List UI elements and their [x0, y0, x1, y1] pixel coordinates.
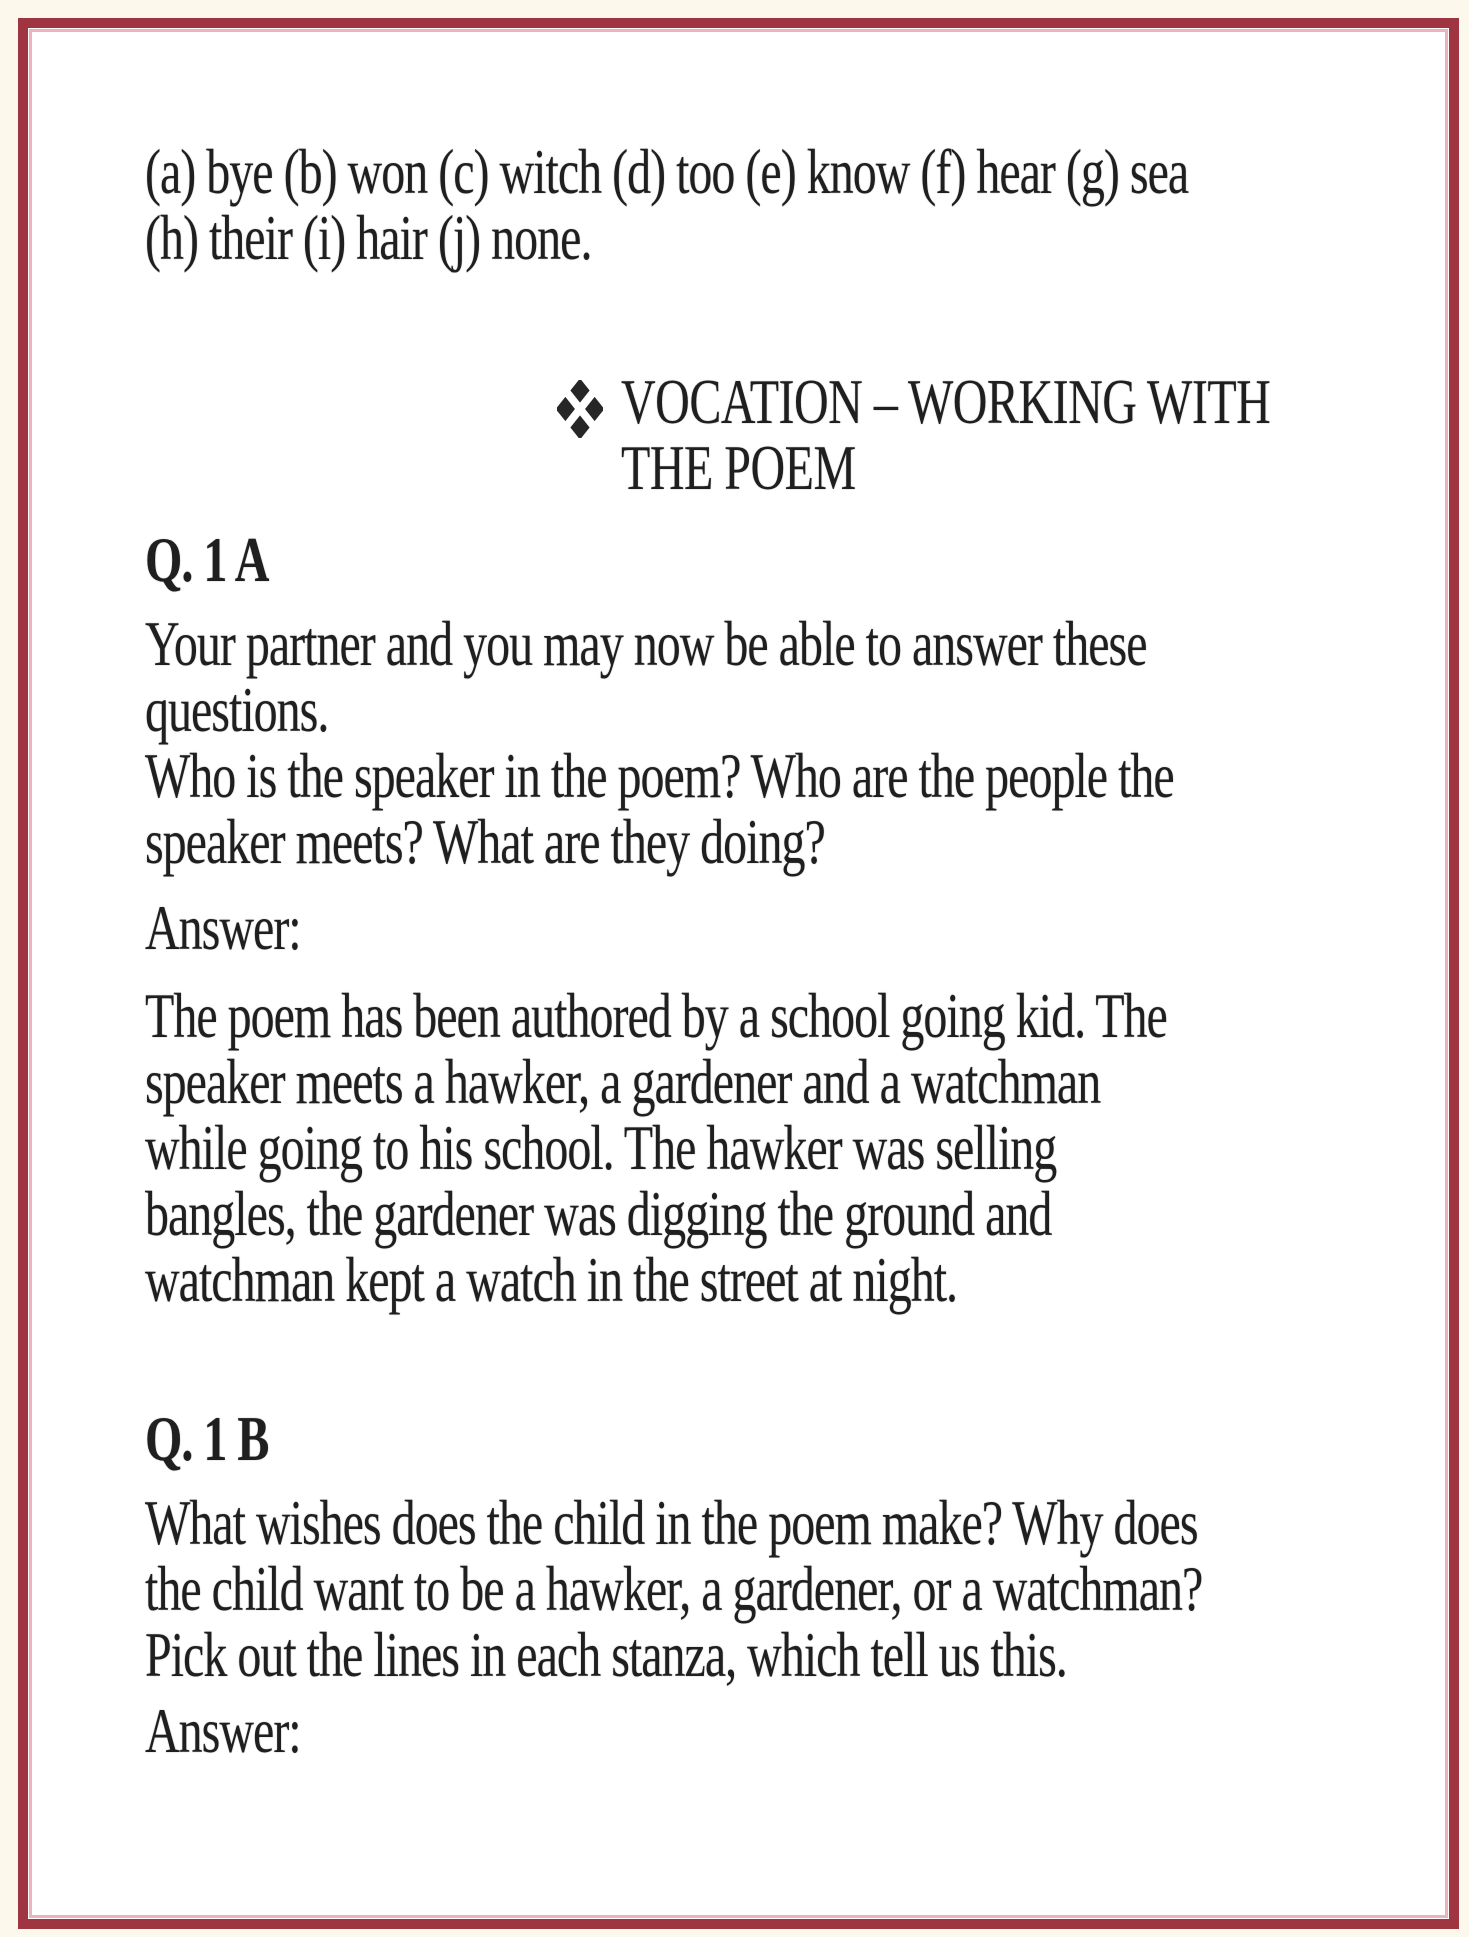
question-text-1b: [145, 1488, 1425, 1691]
text-line: while going to his school. The hawker was selling: [145, 1113, 1057, 1184]
text-line: speaker meets? What are they doing?: [145, 807, 825, 878]
text-line: watchman kept a watch in the street at night.: [145, 1245, 958, 1316]
section-heading-text: [621, 367, 1271, 504]
question-block-1b: [145, 1404, 1425, 1767]
text-line: Pick out the lines in each stanza, which tell us this.: [145, 1620, 1067, 1691]
text-line: Your partner and you may now be able to answer these: [145, 609, 1147, 680]
text-line: The poem has been authored by a school going kid. The: [145, 981, 1167, 1052]
page-border-frame: [18, 18, 1459, 1929]
four-diamond-bullet-icon: [557, 380, 603, 438]
heading-line-1: VOCATION – WORKING WITH: [621, 367, 1271, 438]
text-line: (a) bye (b) won (c) witch (d) too (e) know (f) hear (g) sea: [145, 137, 1189, 208]
heading-line-2: THE POEM: [621, 433, 856, 504]
answer-label-1b: Answer:: [145, 1696, 301, 1767]
text-line: speaker meets a hawker, a gardener and a watchman: [145, 1047, 1101, 1118]
text-line: questions.: [145, 675, 329, 746]
text-line: bangles, the gardener was digging the ground and: [145, 1179, 1052, 1250]
page-content: [29, 29, 1448, 1918]
answer-text-1a: [145, 981, 1425, 1316]
text-line: the child want to be a hawker, a gardener, or a watchman?: [145, 1554, 1203, 1625]
answer-label-1a: Answer:: [145, 893, 301, 964]
section-heading: [557, 367, 1425, 504]
question-label-1a: Q. 1 A: [145, 525, 269, 596]
question-block-1a: [145, 525, 1425, 1316]
text-line: What wishes does the child in the poem make? Why does: [145, 1488, 1198, 1559]
text-line: Who is the speaker in the poem? Who are the people the: [145, 741, 1174, 812]
text-line: (h) their (i) hair (j) none.: [145, 203, 592, 274]
question-intro-text: [145, 609, 1425, 746]
homophones-answer-paragraph: [145, 137, 1425, 274]
question-text: [145, 741, 1425, 878]
question-label-1b: Q. 1 B: [145, 1404, 269, 1475]
